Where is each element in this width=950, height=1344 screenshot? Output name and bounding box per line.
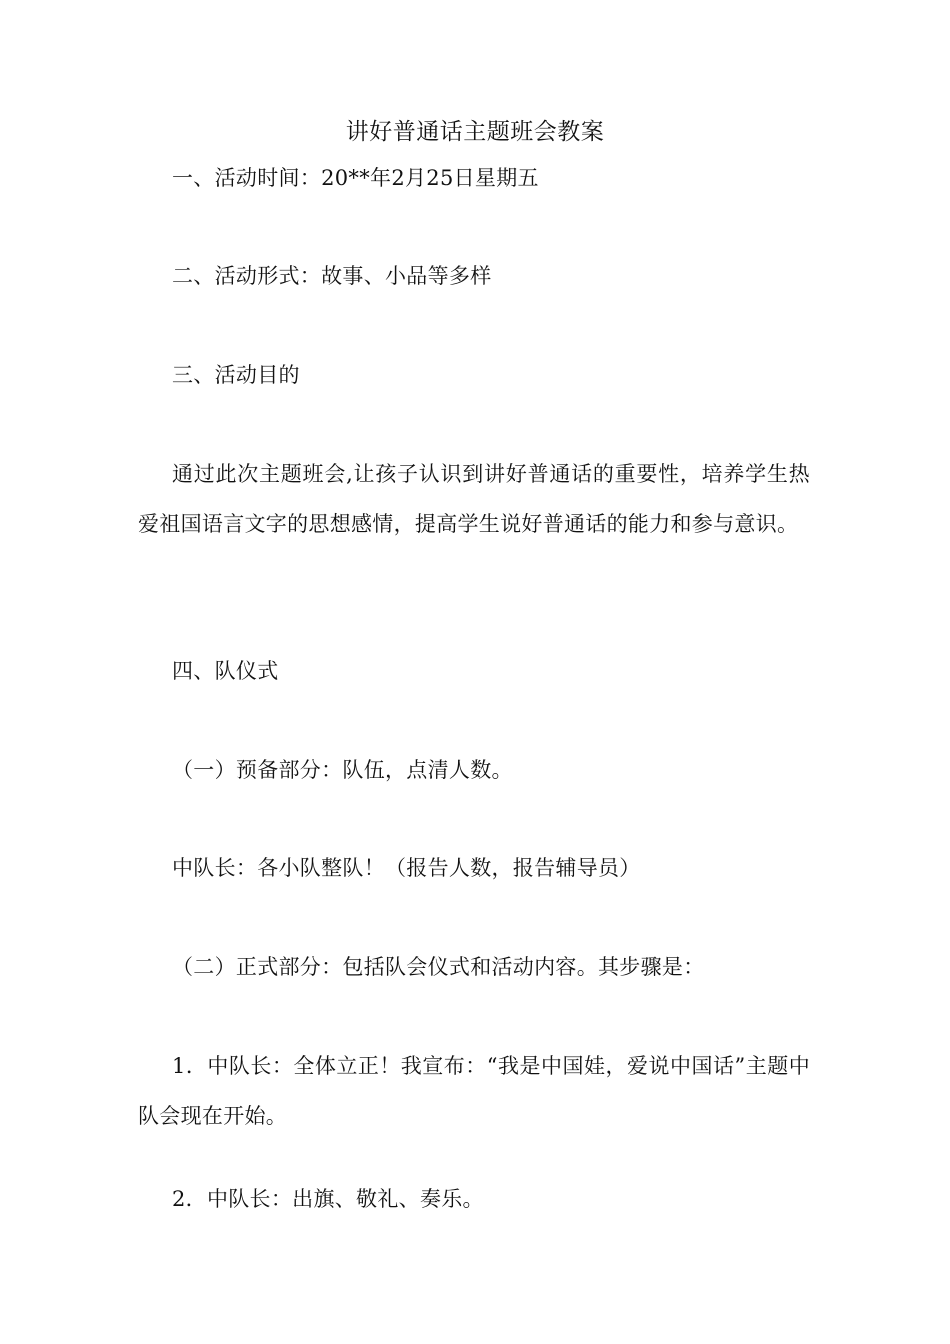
paragraph-formal-part: （二）正式部分：包括队会仪式和活动内容。其步骤是： <box>172 955 705 979</box>
paragraph-team-ceremony-heading: 四、队仪式 <box>172 659 279 683</box>
paragraph-activity-time: 一、活动时间：20**年2月25日星期五 <box>172 166 539 190</box>
paragraph-step-2: 2．中队长：出旗、敬礼、奏乐。 <box>172 1187 484 1211</box>
paragraph-preparation: （一）预备部分：队伍，点清人数。 <box>172 758 513 782</box>
document-title: 讲好普通话主题班会教案 <box>345 119 605 145</box>
paragraph-activity-purpose-heading: 三、活动目的 <box>172 363 300 387</box>
paragraph-squad-leader-order: 中队长：各小队整队！（报告人数，报告辅导员） <box>172 856 641 880</box>
paragraph-activity-form: 二、活动形式：故事、小品等多样 <box>172 264 492 288</box>
paragraph-step-1: 1．中队长：全体立正！我宣布：“我是中国娃，爱说中国话”主题中队会现在开始。 <box>138 1054 810 1128</box>
paragraph-activity-purpose-body: 通过此次主题班会,让孩子认识到讲好普通话的重要性，培养学生热爱祖国语言文字的思想感情，提高学生说好普通话的能力和参与意识。 <box>138 462 810 536</box>
